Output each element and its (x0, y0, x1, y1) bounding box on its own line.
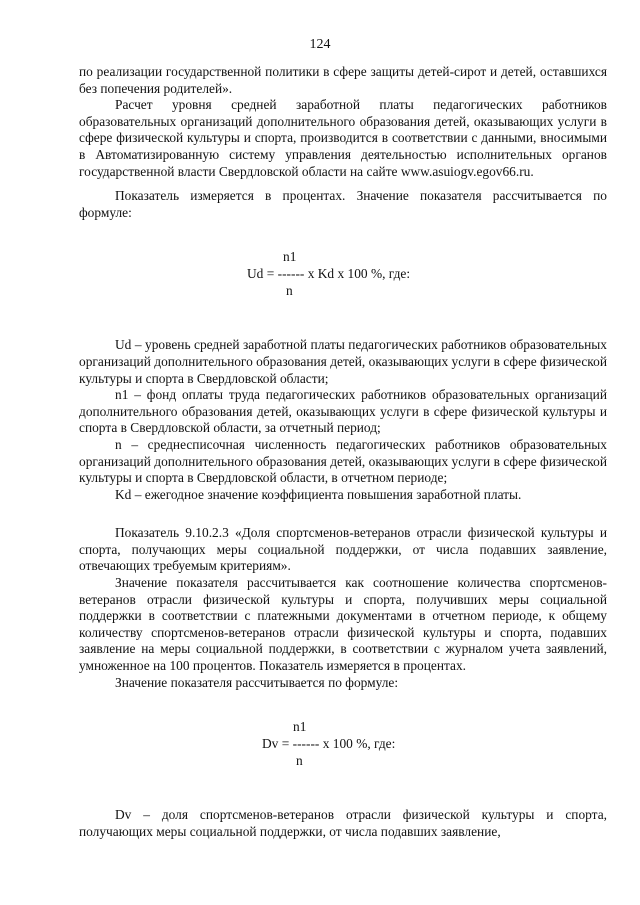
formula-ud-denominator: n (286, 283, 293, 299)
formula-dv-line: Dv = ------ x 100 %, где: (262, 736, 396, 752)
paragraph-indicator-method: Значение показателя рассчитывается как соотношение количества спортсменов-ветеранов отрасли физической культуры и спорта, получивших меры социальной поддержки в соответствии с платежными документами в отчетном периоде, к общему количеству спортсменов-ветеранов отрасли физической культуры и спорта, подавших заявление на меры социальной поддержки, в соответствии с журналом учета заявлений, умноженное на 100 процентов. Показатель измеряется в процентах. (79, 575, 607, 674)
paragraph-continuation: по реализации государственной политики в сфере защиты детей-сирот и детей, оставшихся без попечения родителей». (79, 64, 607, 96)
formula-dv-denominator: n (296, 753, 303, 769)
definition-n: n – среднесписочная численность педагогических работников образовательных организаций дополнительного образования детей, оказывающих услуги в сфере физической культуры и спорта в Свердловской области, в отчетном периоде; (79, 436, 607, 486)
definition-dv: Dv – доля спортсменов-ветеранов отрасли физической культуры и спорта, получающих меры социальной поддержки, от числа подавших заявление, (79, 807, 607, 839)
definition-ud: Ud – уровень средней заработной платы педагогических работников образовательных организаций дополнительного образования детей, оказывающих услуги в сфере физической культуры и спорта в Свердловской области; (79, 337, 607, 386)
formula-dv-numerator: n1 (293, 719, 307, 735)
paragraph-formula-intro-2: Значение показателя рассчитывается по формуле: (115, 674, 399, 690)
formula-ud (79, 249, 607, 307)
document-body (79, 64, 607, 840)
paragraph-formula-intro: Показатель измеряется в процентах. Значение показателя рассчитывается по формуле: (79, 188, 607, 220)
definition-n1: n1 – фонд оплаты труда педагогических работников образовательных организаций дополнительного образования детей, оказывающих услуги в сфере физической культуры и спорта в Свердловской области, за отчетный период; (79, 387, 607, 436)
formula-ud-numerator: n1 (283, 249, 297, 265)
formula-dv (79, 719, 607, 777)
paragraph-indicator-title: Показатель 9.10.2.3 «Доля спортсменов-ветеранов отрасли физической культуры и спорта, получающих меры социальной поддержки, от числа подавших заявление, отвечающих требуемым критериям». (79, 525, 607, 574)
formula-ud-line: Ud = ------ x Kd x 100 %, где: (247, 266, 411, 282)
page-number: 124 (309, 37, 331, 52)
definition-kd: Kd – ежегодное значение коэффициента повышения заработной платы. (115, 486, 522, 502)
paragraph-calculation-method: Расчет уровня средней заработной платы педагогических работников образовательных организаций дополнительного образования детей, оказывающих услуги в сфере физической культуры и спорта, производится в соответствии с данными, вносимыми в Автоматизированную систему управления деятельностью исполнительных органов государственной власти Свердловской области на сайте www.asuiogv.egov66.ru. (79, 97, 607, 179)
